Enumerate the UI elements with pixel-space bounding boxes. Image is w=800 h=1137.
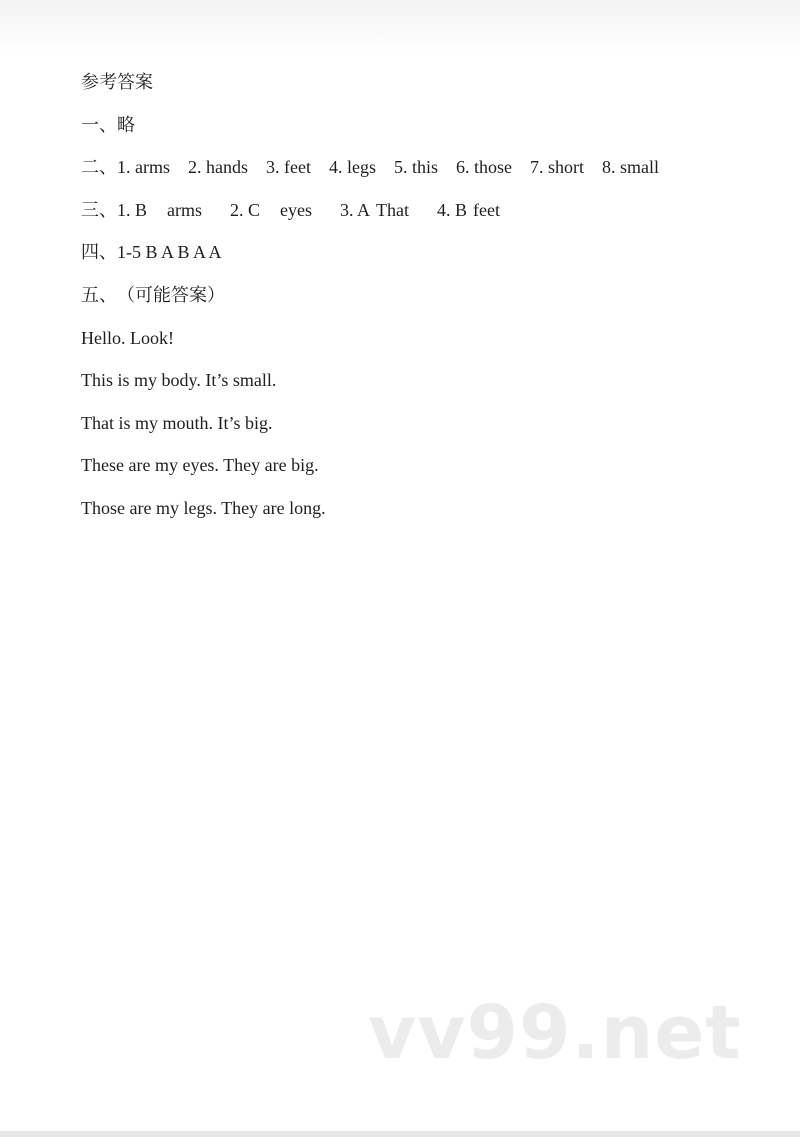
essay-line: These are my eyes. They are big. [81,455,319,476]
section-2 [81,153,761,196]
essay-line: Those are my legs. They are long. [81,497,326,518]
top-shade [0,0,800,52]
section-2-item: 2. hands [188,157,248,178]
section-3-word: feet [473,199,501,220]
section-1-text: 略 [117,114,135,135]
section-3-prefix: 三、 [81,199,117,220]
section-2-item: 4. legs [328,157,376,178]
watermark: vv99.net [368,990,742,1076]
section-1 [81,111,761,154]
section-2-item: 3. feet [266,157,311,178]
section-4-text: 1-5 B A B A A [117,242,222,263]
section-4-prefix: 四、 [81,242,117,263]
section-4 [81,238,761,281]
essay-line: That is my mouth. It’s big. [81,412,273,433]
section-3-choice: 3. A [340,199,371,220]
essay-line: Hello. Look! [81,327,174,348]
section-2-item: 1. arms [117,157,170,178]
answer-content [81,68,761,537]
section-3-choice: 1. B [117,199,148,220]
section-2-prefix: 二、 [81,157,117,178]
section-3-choice: 2. C [230,199,261,220]
section-2-item: 5. this [393,157,438,178]
section-5-prefix: 五、 [81,284,117,305]
page-title: 参考答案 [81,72,153,92]
section-5-text: （可能答案） [117,284,225,305]
section-3-choice: 4. B [437,199,468,220]
section-3-word: That [376,199,410,220]
section-2-item: 8. small [602,157,659,178]
bottom-edge [0,1131,800,1137]
section-5 [81,281,761,324]
section-3 [81,196,761,239]
section-2-item: 7. short [530,157,584,178]
section-3-word: eyes [280,199,313,220]
section-3-word: arms [167,199,203,220]
essay-line: This is my body. It’s small. [81,370,277,391]
section-2-item: 6. those [456,157,512,178]
section-1-prefix: 一、 [81,114,117,135]
